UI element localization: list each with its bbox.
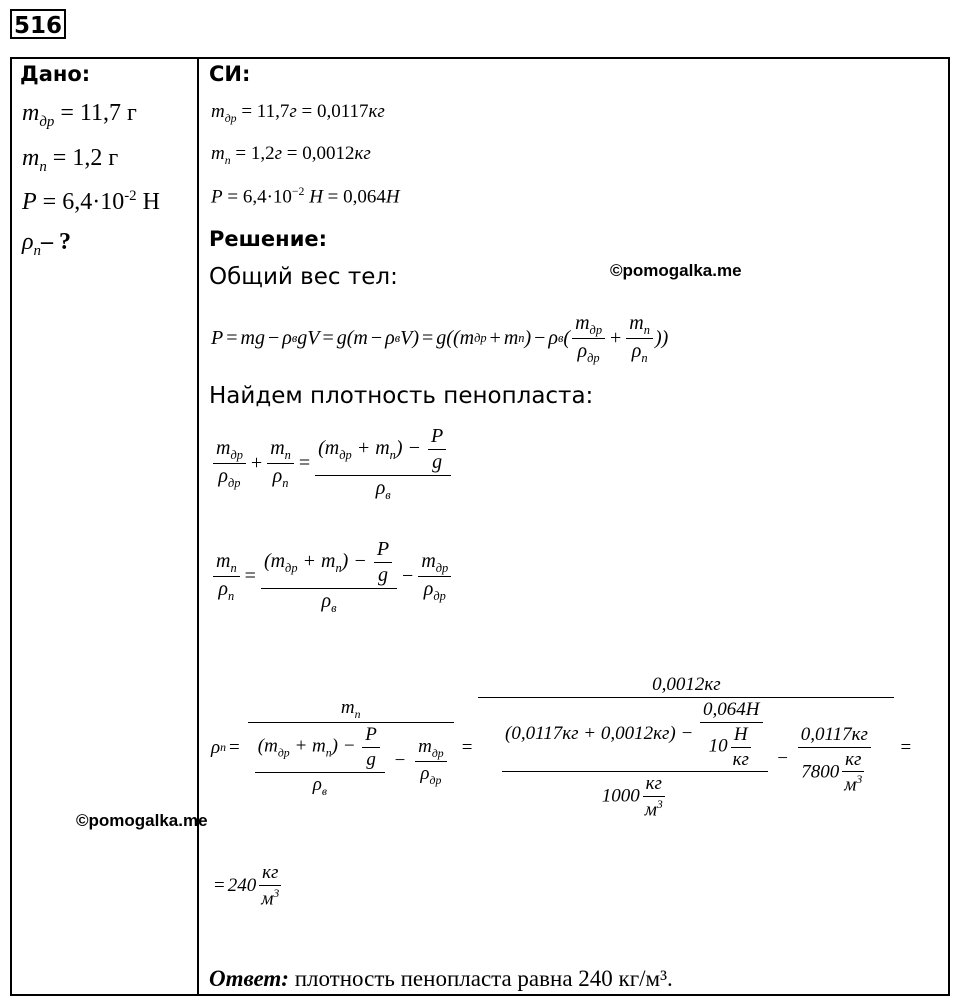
equation-volume-balance: $\frac{m_{др}}{\rho_{др}}$ + $\frac{m_п}{\rho_п}$ = $(m_{др} + m_п)$ − $\frac{P}{g}$ $\rho_в$ <box>211 425 453 502</box>
intro-text: Общий вес тел: <box>209 264 398 290</box>
answer-text: плотность пенопласта равна 240 кг/м³. <box>294 966 673 991</box>
watermark: ©pomogalka.me <box>610 261 742 280</box>
si-mass-foam: $m_п = 1,2г = 0,0012кг$ <box>211 143 371 167</box>
given-unknown: $\rho_п-$ ? <box>22 229 71 259</box>
si-heading: СИ: <box>209 62 251 86</box>
given-heading: Дано: <box>20 62 91 86</box>
given-weight: $P = 6,4\cdot 10^{-2}$ Н <box>22 188 160 215</box>
given-mass-foam: $m_п = 1,2$ г <box>22 145 119 175</box>
result: = 240 $\frac{кг}{м^3}$ <box>211 862 284 910</box>
find-density-text: Найдем плотность пенопласта: <box>209 383 594 409</box>
column-divider <box>197 57 199 996</box>
answer-label: Ответ: <box>209 966 289 991</box>
problem-number: 516 <box>10 9 66 39</box>
answer-line <box>209 966 673 992</box>
si-mass-wood: $m_{др} = 11,7г = 0,0117кг$ <box>211 101 385 125</box>
equation-total-weight: P = mg − ρ в gV = g(m − ρ в V) = g((m др + m п ) − ρ в ( $\frac{m_{др}}{\rho_{др}}$ + $\frac{m_п}{\rho_п}$ )) <box>211 312 669 366</box>
solution-heading: Решение: <box>209 227 328 251</box>
given-mass-wood: $m_{др} = 11,7$ г <box>22 100 137 130</box>
si-weight: $P = 6,4\cdot 10^{-2}$ Н = 0,064Н <box>211 185 400 208</box>
watermark: ©pomogalka.me <box>76 811 208 830</box>
equation-foam-density: ρ п = $m_п$ $(m_{др} + m_п)$ − $\frac{P}{g}$ $\rho_в$ − $\frac{m_{др}}{\rho_{др}}$ = 0,0012кг (0,0117кг + 0,0012кг) − 0,064Н 10 $\frac{Н}{кг}$ 1000 $\frac{кг}{м^3}$ − 0,0117кг 7800 $\frac{кг}{м^3}$ = <box>211 674 912 821</box>
equation-foam-volume: $\frac{m_п}{\rho_п}$ = $(m_{др} + m_п)$ − $\frac{P}{g}$ $\rho_в$ − $\frac{m_{др}}{\rho_{др}}$ <box>211 538 453 615</box>
